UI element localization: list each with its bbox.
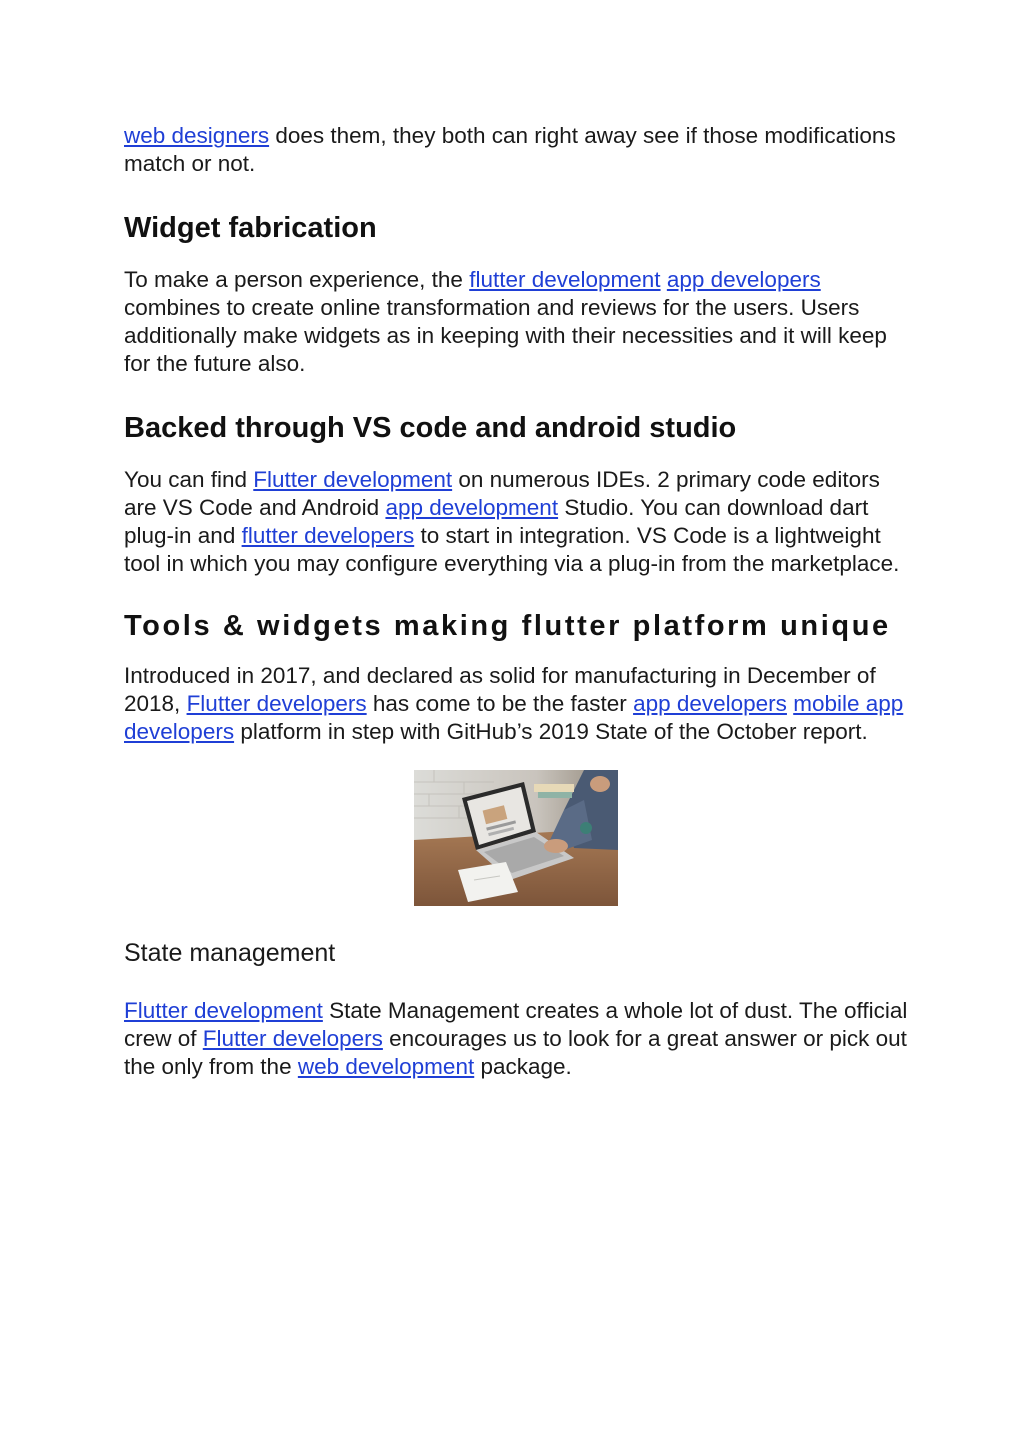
link-app-development[interactable]: app development [385, 495, 559, 520]
widget-text-1: To make a person experience, the [124, 267, 470, 292]
tools-text-1: Introduced in 2017, and declared as solid for manufacturing in December of 2018, [124, 663, 876, 716]
tools-paragraph [124, 662, 914, 746]
tools-text-3: platform in step with GitHub’s 2019 State of the October report. [234, 719, 868, 744]
backed-text-3: Studio. You can download dart plug-in and [124, 495, 869, 548]
state-text-2: encourages us to look for a great answer or pick out the only from the [124, 1026, 907, 1079]
link-mobile-app-developers[interactable]: mobile app developers [124, 691, 904, 744]
document-page [124, 122, 914, 1081]
widget-fabrication-paragraph [124, 266, 914, 378]
backed-text-2: on numerous IDEs. 2 primary code editors are VS Code and Android [124, 467, 880, 520]
link-web-development[interactable]: web development [297, 1054, 475, 1079]
widget-text-2: combines to create online transformation and reviews for the users. Users additionally make widgets as in keeping with their necessities and it will keep for the future also. [124, 295, 887, 376]
link-flutter-development[interactable]: Flutter development [253, 467, 453, 492]
state-text-3: package. [474, 1054, 572, 1079]
state-management-paragraph [124, 997, 914, 1081]
intro-text: does them, they both can right away see if those modifications match or not. [124, 123, 896, 176]
backed-paragraph [124, 466, 914, 578]
link-flutter-development[interactable]: Flutter development [124, 998, 323, 1023]
link-flutter-development[interactable]: flutter development [469, 267, 661, 292]
tools-text-2: has come to be the faster [366, 691, 634, 716]
heading-backed-vs-code: Backed through VS code and android studio [124, 412, 737, 444]
heading-widget-fabrication: Widget fabrication [124, 212, 377, 244]
link-web-designers[interactable]: web designers [124, 123, 270, 148]
heading-state-management: State management [124, 939, 336, 967]
link-app-developers[interactable]: app developers [666, 267, 821, 292]
link-flutter-developers[interactable]: Flutter developers [202, 1026, 383, 1051]
backed-text-1: You can find [124, 467, 254, 492]
link-app-developers[interactable]: app developers [633, 691, 787, 716]
intro-paragraph [124, 122, 914, 178]
link-flutter-developers[interactable]: Flutter developers [186, 691, 367, 716]
heading-tools-widgets: Tools & widgets making flutter platform unique [124, 610, 891, 642]
laptop-photo [414, 770, 618, 906]
link-flutter-developers[interactable]: flutter developers [241, 523, 415, 548]
state-text-1: State Management creates a whole lot of dust. The official crew of [124, 998, 908, 1051]
backed-text-4: to start in integration. VS Code is a lightweight tool in which you may configure everything via a plug-in from the marketplace. [124, 523, 900, 576]
laptop-photo-illustration [414, 770, 618, 906]
